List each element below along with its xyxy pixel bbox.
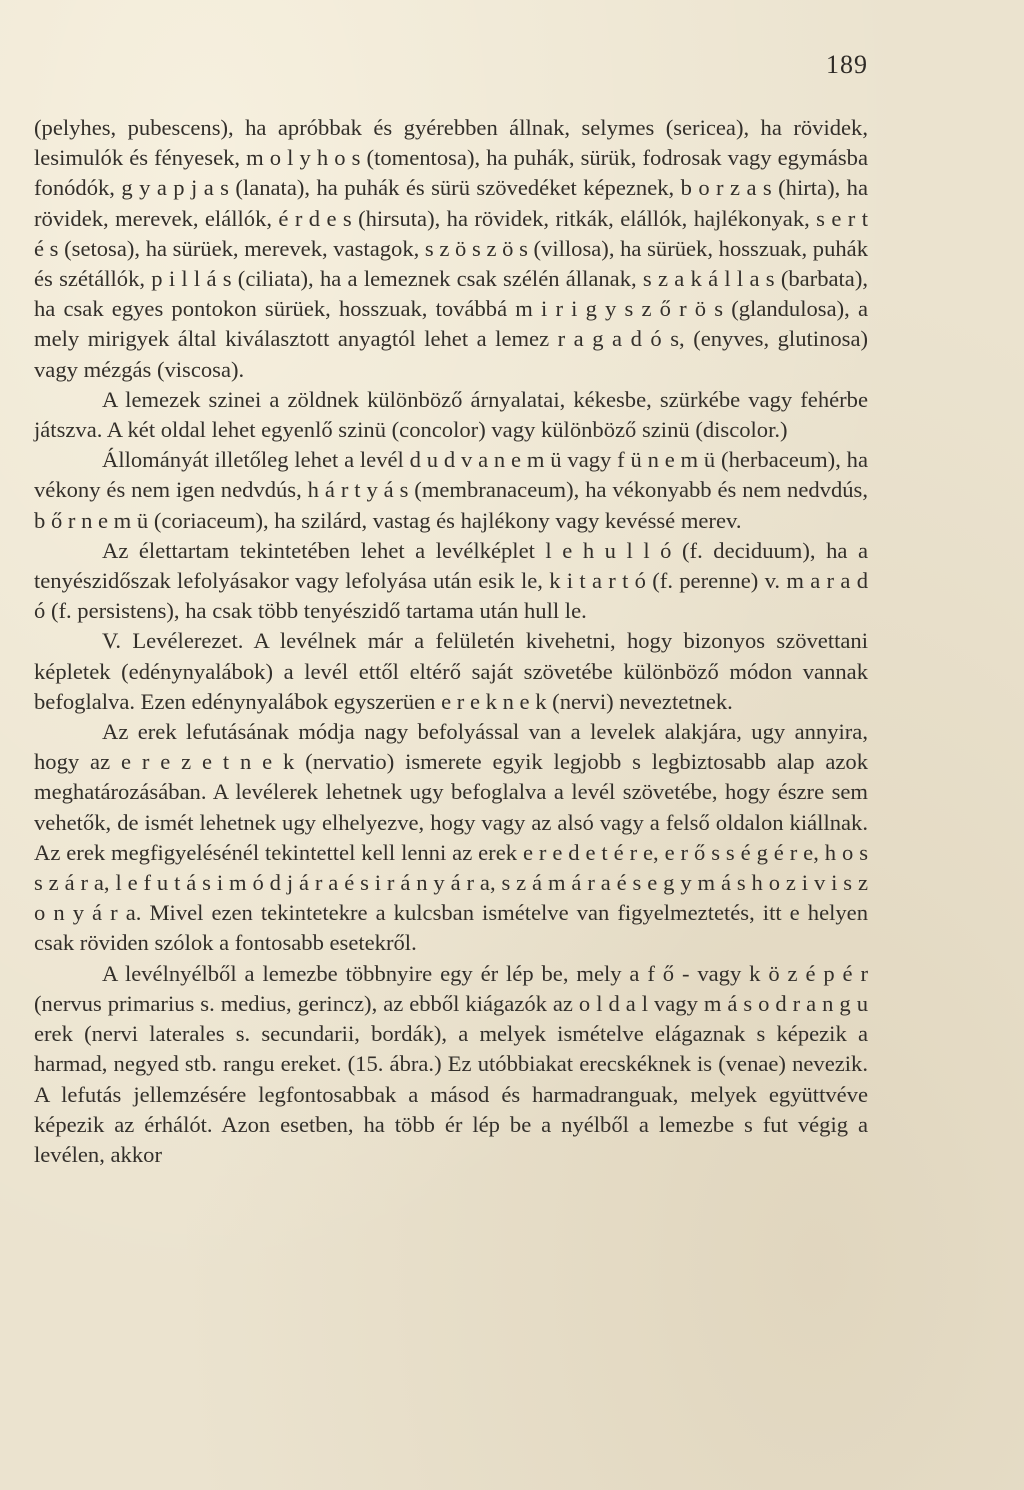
page-number: 189 xyxy=(826,50,868,79)
paragraph-leaf-colors: A lemezek szinei a zöldnek különböző árnyalatai, kékesbe, szürkébe vagy fehérbe játszva. A két oldal lehet egyenlő szinü (concolor) vagy különböző szinü (discolor.) xyxy=(34,386,868,443)
paragraph-vein-course: Az erek lefutásának módja nagy befolyással van a levelek alakjára, ugy annyira, hogy az e r e z e t n e k (nervatio) ismerete egyik legjobb s legbiztosabb alap azok meghatározásában. A levélerek lehetnek ugy befoglalva a levél szövetébe, hogy észre sem vehetők, de ismét lehetnek ugy elhelyezve, hogy vagy az alsó vagy a felső oldalon kiállnak. Az erek megfigyelésénél tekintettel kell lenni az erek e r e d e t é r e, e r ő s s é g é r e, h o s s z á r a, l e f u t á s i m ó d j á r a é s i r á n y á r a, s z á m á r a é s e g y m á s h o z i v i s z o n y á r a. Mivel ezen tekintetekre a kulcsban ismételve van figyelmeztetés, itt e helyen csak röviden szólok a fontosabb esetekről. xyxy=(34,719,868,956)
paragraph-leaf-texture: Állományát illetőleg lehet a levél d u d v a n e m ü vagy f ü n e m ü (herbaceum), ha vékony és nem igen nedvdús, h á r t y á s (membranaceum), ha vékonyabb és nem nedvdús, b ő r n e m ü (coriaceum), ha szilárd, vastag és hajlékony vagy kevéssé merev. xyxy=(34,447,868,533)
paragraph-leaf-venation-intro: V. Levélerezet. A levélnek már a felületén kivehetni, hogy bizonyos szövettani képletek (edénynyalábok) a levél ettől eltérő saját szövetébe különböző módon vannak befoglalva. Ezen edénynyalábok egyszerüen e r e k n e k (nervi) neveztetnek. xyxy=(34,628,868,714)
paragraph-vein-ranks: A levélnyélből a lemezbe többnyire egy ér lép be, mely a f ő - vagy k ö z é p é r (nervus primarius s. medius, gerincz), az ebből kiágazók az o l d a l vagy m á s o d r a n g u erek (nervi laterales s. secundarii, bordák), a melyek ismételve elágaznak s képezik a harmad, negyed stb. rangu ereket. (15. ábra.) Ez utóbbiakat erecskéknek is (venae) nevezik. A lefutás jellemzésére legfontosabbak a másod és harmadranguak, melyek együttvéve képezik az érhálót. Azon esetben, ha több ér lép be a nyélből a lemezbe s fut végig a levélen, akkor xyxy=(34,960,868,1167)
paragraph-leaf-lifespan: Az élettartam tekintetében lehet a levélképlet l e h u l l ó (f. deciduum), ha a tenyészidőszak lefolyásakor vagy lefolyása után esik le, k i t a r t ó (f. perenne) v. m a r a d ó (f. persistens), ha csak több tenyészidő tartama után hull le. xyxy=(34,537,868,624)
paragraph-hair-types: (pelyhes, pubescens), ha apróbbak és gyérebben állnak, selymes (sericea), ha rövidek, lesimulók és fényesek, m o l y h o s (tomentosa), ha puhák, sürük, fodrosak vagy egymásba fonódók, g y a p j a s (lanata), ha puhák és sürü szövedéket képeznek, b o r z a s (hirta), ha rövidek, merevek, elállók, é r d e s (hirsuta), ha rövidek, ritkák, elállók, hajlékonyak, s e r t é s (setosa), ha sürüek, merevek, vastagok, s z ö s z ö s (villosa), ha sürüek, hosszuak, puhák és szétállók, p i l l á s (ciliata), ha a lemeznek csak szélén állanak, s z a k á l l a s (barbata), ha csak egyes pontokon sürüek, hosszuak, továbbá m i r i g y s z ő r ö s (glandulosa), a mely mirigyek által kiválasztott anyagtól lehet a lemez r a g a d ó s, (enyves, glutinosa) vagy mézgás (viscosa). xyxy=(34,115,868,382)
page-text xyxy=(34,113,868,1170)
